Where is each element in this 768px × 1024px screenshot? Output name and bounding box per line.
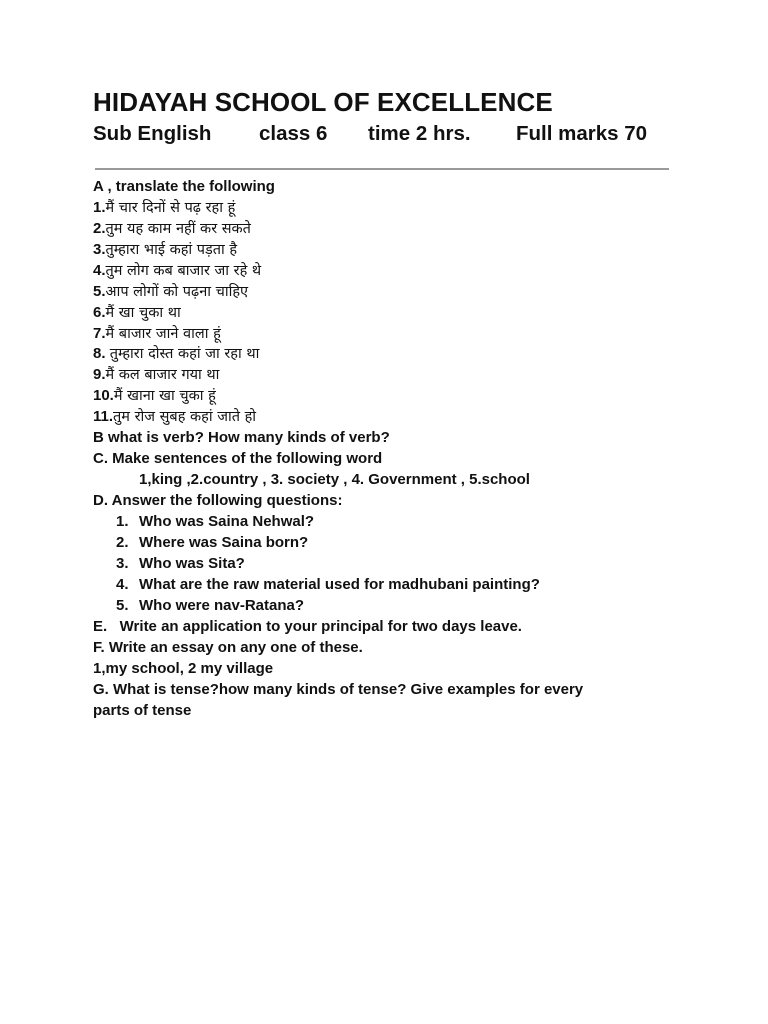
item-number: 9. [93,366,106,383]
section-a-heading: A , translate the following [93,178,275,195]
item-number: 10. [93,387,114,404]
item-number: 7. [93,325,106,342]
item-number: 2. [93,220,106,237]
question-text: Who was Sita? [139,555,245,572]
time-label: time 2 hrs. [368,122,471,145]
school-title: HIDAYAH SCHOOL OF EXCELLENCE [93,87,553,117]
hindi-sentence: मैं कल बाजार गया था [105,367,220,383]
hindi-sentence: आप लोगों को पढ़ना चाहिए [105,284,249,300]
hindi-sentence: तुम लोग कब बाजार जा रहे थे [105,263,262,279]
section-g-line-2: parts of tense [93,702,192,719]
translate-item-5 [93,283,248,301]
question-number: 2. [116,534,129,551]
question-1 [116,513,314,531]
translate-item-11 [93,408,256,426]
section-c-heading: C. Make sentences of the following word [93,450,383,467]
hindi-sentence: मैं खाना खा चुका हूं [113,388,216,404]
section-e-question: E. Write an application to your principal for two days leave. [93,618,522,635]
full-marks-label: Full marks 70 [516,122,648,145]
question-text: Who were nav-Ratana? [139,597,305,614]
translate-item-7 [93,325,221,343]
section-f-heading: F. Write an essay on any one of these. [93,639,363,656]
question-2 [116,534,308,552]
question-text: What are the raw material used for madhubani painting? [139,576,540,593]
question-text: Who was Saina Nehwal? [139,513,315,530]
translate-item-3 [93,241,237,259]
item-number: 11. [93,408,114,425]
translate-item-9 [93,366,219,384]
hindi-sentence: तुम्हारा भाई कहां पड़ता है [105,242,238,258]
question-text: Where was Saina born? [139,534,309,551]
question-5 [116,597,304,615]
item-number: 3. [93,241,106,258]
translate-item-1 [93,199,235,217]
header-divider [95,168,669,170]
section-f-topics: 1,my school, 2 my village [93,660,274,677]
subject-label: Sub English [93,122,212,145]
translate-item-10 [93,387,216,405]
question-number: 1. [116,513,129,530]
hindi-sentence: तुम रोज सुबह कहां जाते हो [113,409,257,425]
translate-item-4 [93,262,261,280]
item-number: 4. [93,262,106,279]
question-number: 3. [116,555,129,572]
section-b-question: B what is verb? How many kinds of verb? [93,429,390,446]
hindi-sentence: तुम यह काम नहीं कर सकते [105,221,251,237]
hindi-sentence: मैं खा चुका था [105,305,181,321]
question-4 [116,576,540,594]
translate-item-8 [93,345,259,363]
question-3 [116,555,245,573]
item-number: 8. [93,345,110,362]
section-g-line-1: G. What is tense?how many kinds of tense? Give examples for every [93,681,584,698]
translate-item-6 [93,304,181,322]
question-number: 4. [116,576,129,593]
item-number: 5. [93,283,106,300]
hindi-sentence: तुम्हारा दोस्त कहां जा रहा था [109,346,260,362]
hindi-sentence: मैं बाजार जाने वाला हूं [105,326,221,342]
question-number: 5. [116,597,129,614]
class-label: class 6 [259,122,328,145]
item-number: 6. [93,304,106,321]
hindi-sentence: मैं चार दिनों से पढ़ रहा हूं [105,200,236,216]
section-c-words: 1,king ,2.country , 3. society , 4. Government , 5.school [139,471,530,488]
translate-item-2 [93,220,251,238]
section-d-heading: D. Answer the following questions: [93,492,343,509]
item-number: 1. [93,199,106,216]
